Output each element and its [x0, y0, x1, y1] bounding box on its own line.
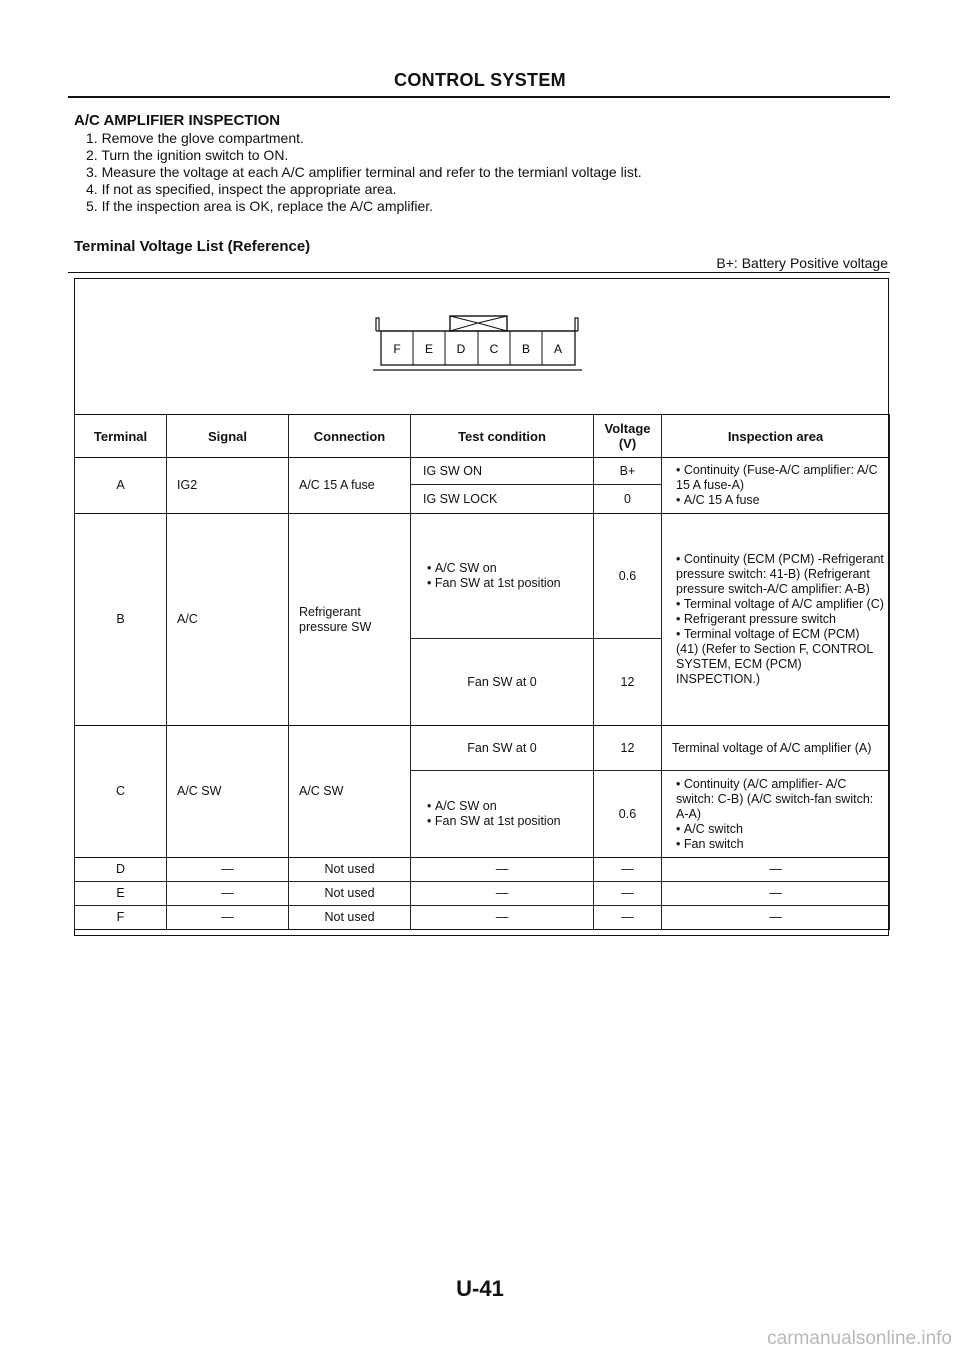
voltage-cell: B+	[594, 458, 662, 485]
header-inspection-area: Inspection area	[662, 415, 890, 458]
test-condition-cell: Fan SW at 0	[411, 639, 594, 726]
test-condition-cell: Fan SW at 0	[411, 726, 594, 771]
connection-cell: Not used	[289, 882, 411, 906]
inspection-item: • Continuity (A/C amplifier- A/C switch: C-B) (A/C switch-fan switch: A-A)	[676, 777, 885, 822]
section-title: A/C AMPLIFIER INSPECTION	[74, 112, 281, 129]
table-row	[75, 858, 890, 882]
step-2: 2. Turn the ignition switch to ON.	[86, 147, 289, 163]
voltage-cell: 0	[594, 485, 662, 514]
page-header-title: CONTROL SYSTEM	[394, 70, 566, 90]
voltage-cell: 12	[594, 639, 662, 726]
test-condition-cell: IG SW ON	[411, 458, 594, 485]
inspection-item: • Terminal voltage of A/C amplifier (C)	[676, 597, 885, 612]
table-row	[75, 882, 890, 906]
inspection-cell: —	[662, 858, 890, 882]
voltage-cell: 0.6	[594, 514, 662, 639]
table-row	[75, 726, 890, 771]
header-voltage-line1: Voltage	[604, 421, 651, 436]
signal-cell: IG2	[167, 458, 289, 514]
inspection-item: • Refrigerant pressure switch	[676, 612, 885, 627]
test-condition-cell: —	[411, 858, 594, 882]
step-4: 4. If not as specified, inspect the appropriate area.	[86, 181, 397, 197]
connection-cell: A/C SW	[289, 726, 411, 858]
terminal-cell: C	[75, 726, 167, 858]
table-row	[75, 906, 890, 930]
inspection-item: • Continuity (ECM (PCM) -Refrigerant pressure switch: 41-B) (Refrigerant pressure switch-A/C amplifier: A-B)	[676, 552, 885, 597]
inspection-cell: —	[662, 882, 890, 906]
signal-cell: A/C	[167, 514, 289, 726]
signal-cell: —	[167, 882, 289, 906]
legend-rule	[68, 272, 890, 273]
terminal-cell: D	[75, 858, 167, 882]
header-signal: Signal	[167, 415, 289, 458]
test-condition-cell: —	[411, 882, 594, 906]
inspection-item: • A/C switch	[676, 822, 885, 837]
connector-diagram	[370, 313, 590, 380]
terminal-cell: F	[75, 906, 167, 930]
pin-d-label: D	[456, 342, 466, 356]
inspection-cell: —	[662, 906, 890, 930]
voltage-cell: 12	[594, 726, 662, 771]
signal-cell: A/C SW	[167, 726, 289, 858]
table-row	[75, 458, 890, 485]
connection-cell: Not used	[289, 906, 411, 930]
voltage-cell: —	[594, 906, 662, 930]
condition-item: • A/C SW on	[427, 561, 589, 576]
table-header-row	[75, 415, 890, 458]
voltage-cell: 0.6	[594, 771, 662, 858]
voltage-cell: —	[594, 882, 662, 906]
test-condition-cell: IG SW LOCK	[411, 485, 594, 514]
pin-c-label: C	[489, 342, 499, 356]
inspection-item: • Fan switch	[676, 837, 885, 852]
terminal-voltage-table	[74, 414, 890, 930]
step-5: 5. If the inspection area is OK, replace the A/C amplifier.	[86, 198, 434, 214]
test-condition-cell	[411, 771, 594, 858]
connection-cell: Refrigerant pressure SW	[289, 514, 411, 726]
pin-f-label: F	[393, 342, 401, 356]
header-rule	[68, 96, 890, 98]
condition-item: • A/C SW on	[427, 799, 589, 814]
inspection-steps	[86, 130, 642, 215]
table-row	[75, 514, 890, 639]
connection-cell: A/C 15 A fuse	[289, 458, 411, 514]
signal-cell: —	[167, 906, 289, 930]
terminal-cell: B	[75, 514, 167, 726]
terminal-voltage-list-title: Terminal Voltage List (Reference)	[74, 238, 311, 255]
voltage-cell: —	[594, 858, 662, 882]
connection-cell: Not used	[289, 858, 411, 882]
header-voltage-unit: (V)	[618, 436, 637, 451]
inspection-cell: Terminal voltage of A/C amplifier (A)	[662, 726, 890, 771]
step-3: 3. Measure the voltage at each A/C amplifier terminal and refer to the termianl voltage list.	[86, 164, 642, 180]
inspection-cell	[662, 458, 890, 514]
pin-e-label: E	[424, 342, 434, 356]
inspection-item: • Continuity (Fuse-A/C amplifier: A/C 15 A fuse-A)	[676, 463, 885, 493]
inspection-cell	[662, 771, 890, 858]
test-condition-cell	[411, 514, 594, 639]
page-number: U-41	[456, 1276, 504, 1301]
inspection-item: • A/C 15 A fuse	[676, 493, 885, 508]
pin-b-label: B	[521, 342, 531, 356]
header-terminal: Terminal	[75, 415, 167, 458]
pin-a-label: A	[553, 342, 563, 356]
header-test-condition: Test condition	[411, 415, 594, 458]
inspection-cell	[662, 514, 890, 726]
condition-item: • Fan SW at 1st position	[427, 814, 589, 829]
header-connection: Connection	[289, 415, 411, 458]
terminal-cell: A	[75, 458, 167, 514]
test-condition-cell: —	[411, 906, 594, 930]
step-1: 1. Remove the glove compartment.	[86, 130, 304, 146]
inspection-item: • Terminal voltage of ECM (PCM) (41) (Refer to Section F, CONTROL SYSTEM, ECM (PCM) INSPECTION.)	[676, 627, 885, 687]
site-watermark: carmanualsonline.info	[767, 1328, 952, 1349]
condition-item: • Fan SW at 1st position	[427, 576, 589, 591]
battery-voltage-legend: B+: Battery Positive voltage	[716, 255, 888, 271]
signal-cell: —	[167, 858, 289, 882]
header-voltage	[594, 415, 662, 458]
terminal-cell: E	[75, 882, 167, 906]
